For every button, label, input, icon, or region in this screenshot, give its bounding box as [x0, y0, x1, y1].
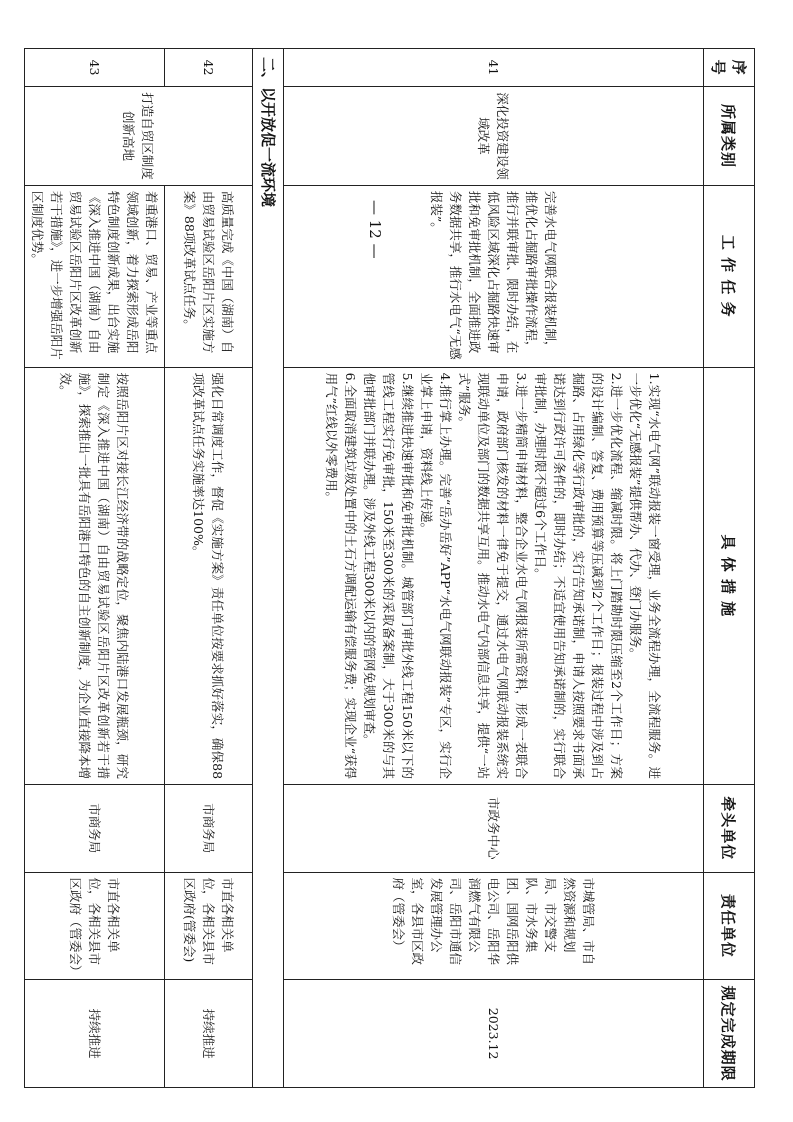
- rotated-page: [30, 48, 755, 1088]
- row-measures: [284, 367, 704, 784]
- header-lead: 牵头单位: [704, 785, 755, 873]
- row-no: 42: [165, 49, 253, 87]
- table-row: [25, 49, 165, 1088]
- row-responsible: 市城管局、市自然资源和规划局、市交警支队、市水务集团、国网岳阳供电公司、岳阳华润燃气有限公司、岳阳市通信发展管理办公室，各县市区政府（管委会）: [284, 872, 704, 980]
- row-responsible: 市直各相关单位，各相关县市区政府(管委会): [165, 872, 253, 980]
- row-lead: 市商务局: [165, 785, 253, 873]
- header-category: 所属类别: [704, 87, 755, 186]
- row-responsible: 市直各相关单位，各相关县市区政府（管委会）: [25, 872, 165, 980]
- row-category: 打造自贸区制度创新高地: [25, 87, 253, 186]
- header-no: 序号: [704, 49, 755, 87]
- measure-item: 4.推行掌上办理。完善“岳办岳好”APP“水电气网联动报装”专区，实行企业掌上申请，资料线上传递。: [419, 372, 454, 780]
- row-no: 41: [284, 49, 704, 87]
- header-row: [704, 49, 755, 1088]
- row-deadline: 持续推进: [25, 980, 165, 1088]
- measure-item: 3.进一步精简申请材料，整合企业水电气网报装所需资料，形成一表联合申请，政府部门核发的材料一律免于提交，通过水电气网联动报装系统实现联动单位及部门的数据共享互用。推动水电气内部信息共享，提供“一站式”服务。: [457, 372, 530, 780]
- row-deadline: 2023.12: [284, 980, 704, 1088]
- row-category: 深化投资建设领域改革: [284, 87, 704, 186]
- row-lead: 市政务中心: [284, 785, 704, 873]
- table-row: [165, 49, 253, 1088]
- page-number: — 12 —: [366, 200, 384, 259]
- header-responsible: 责任单位: [704, 872, 755, 980]
- row-measures: 按照岳阳片区对接长江经济带的战略定位，聚焦内陆港口发展瓶颈，研究制定《深入推进中国（湖南）自由贸易试验区岳阳片区改革创新若干措施》，探索推出一批具有岳阳港口特色的自主创新制度，为企业直接降本增效。: [25, 367, 165, 784]
- row-measures: 强化日常调度工作，督促《实施方案》责任单位按要求抓好落实，确保88项改革试点任务实施率达100%。: [165, 367, 253, 784]
- measure-item: 1.实现“水电气网”联动报装一窗受理，业务全流程办理，全流程服务。进一步优化“无感报装”提供帮办、代办、登门办服务。: [628, 372, 663, 780]
- section-row: [253, 49, 284, 1088]
- row-deadline: 持续推进: [165, 980, 253, 1088]
- row-task: 着重港口、贸易、产业等重点领域创新，着力探索形成岳阳特色制度创新成果，出台实施《深入推进中国（湖南）自由贸易试验区岳阳片区改革创新若干措施》，进一步增强岳阳片区制度优势。: [25, 185, 165, 367]
- row-task: 高质量完成《中国（湖南）自由贸易试验区岳阳片区实施方案》88项改革试点任务。: [165, 185, 253, 367]
- header-deadline: 规定完成期限: [704, 980, 755, 1088]
- header-measures: 具 体 措 施: [704, 367, 755, 784]
- row-task: 完善水电气网联合报装机制，推优化占掘路审批操作流程，推行并联审批、限时办结，在低风险区域深化占掘路快速审批和免审批机制，全面推进政务数据共享，推行水电气“无感报装”。: [284, 185, 704, 367]
- row-lead: 市商务局: [25, 785, 165, 873]
- row-no: 43: [25, 49, 165, 87]
- measure-item: 6.全面取消建筑垃圾处置中的土石方调配运输有偿服务费；实现企业“获得用气”红线以外零费用。: [324, 372, 359, 780]
- task-table: [24, 48, 755, 1088]
- table-row: [284, 49, 704, 1088]
- section-title: 二、以开放促一流环境: [253, 49, 284, 1088]
- measure-item: 2.进一步优化流程、缩减时限。将上门踏勘时限压缩至2个工作日；方案的设计编制、答复、费用预算等压减到2个工作日；报装过程中涉及到占掘路、占用绿化等行政审批的，实行告知承诺制，申请人按照要求书面承诺达到行政许可条件的，即时办结；不适宜使用告知承诺制的，实行联合审批制，办理时限不超过6个工作日。: [533, 372, 625, 780]
- measure-item: 5.继续推进快速审批和免审批机制。城管部门审批外线工程150米以下的管线工程实行免审批，150米至300米的采取备案制，大于300米的与其他审批部门并联办理。涉及外线工程300米以内的管网免规划审查。: [362, 372, 416, 780]
- header-task: 工 作 任 务: [704, 185, 755, 367]
